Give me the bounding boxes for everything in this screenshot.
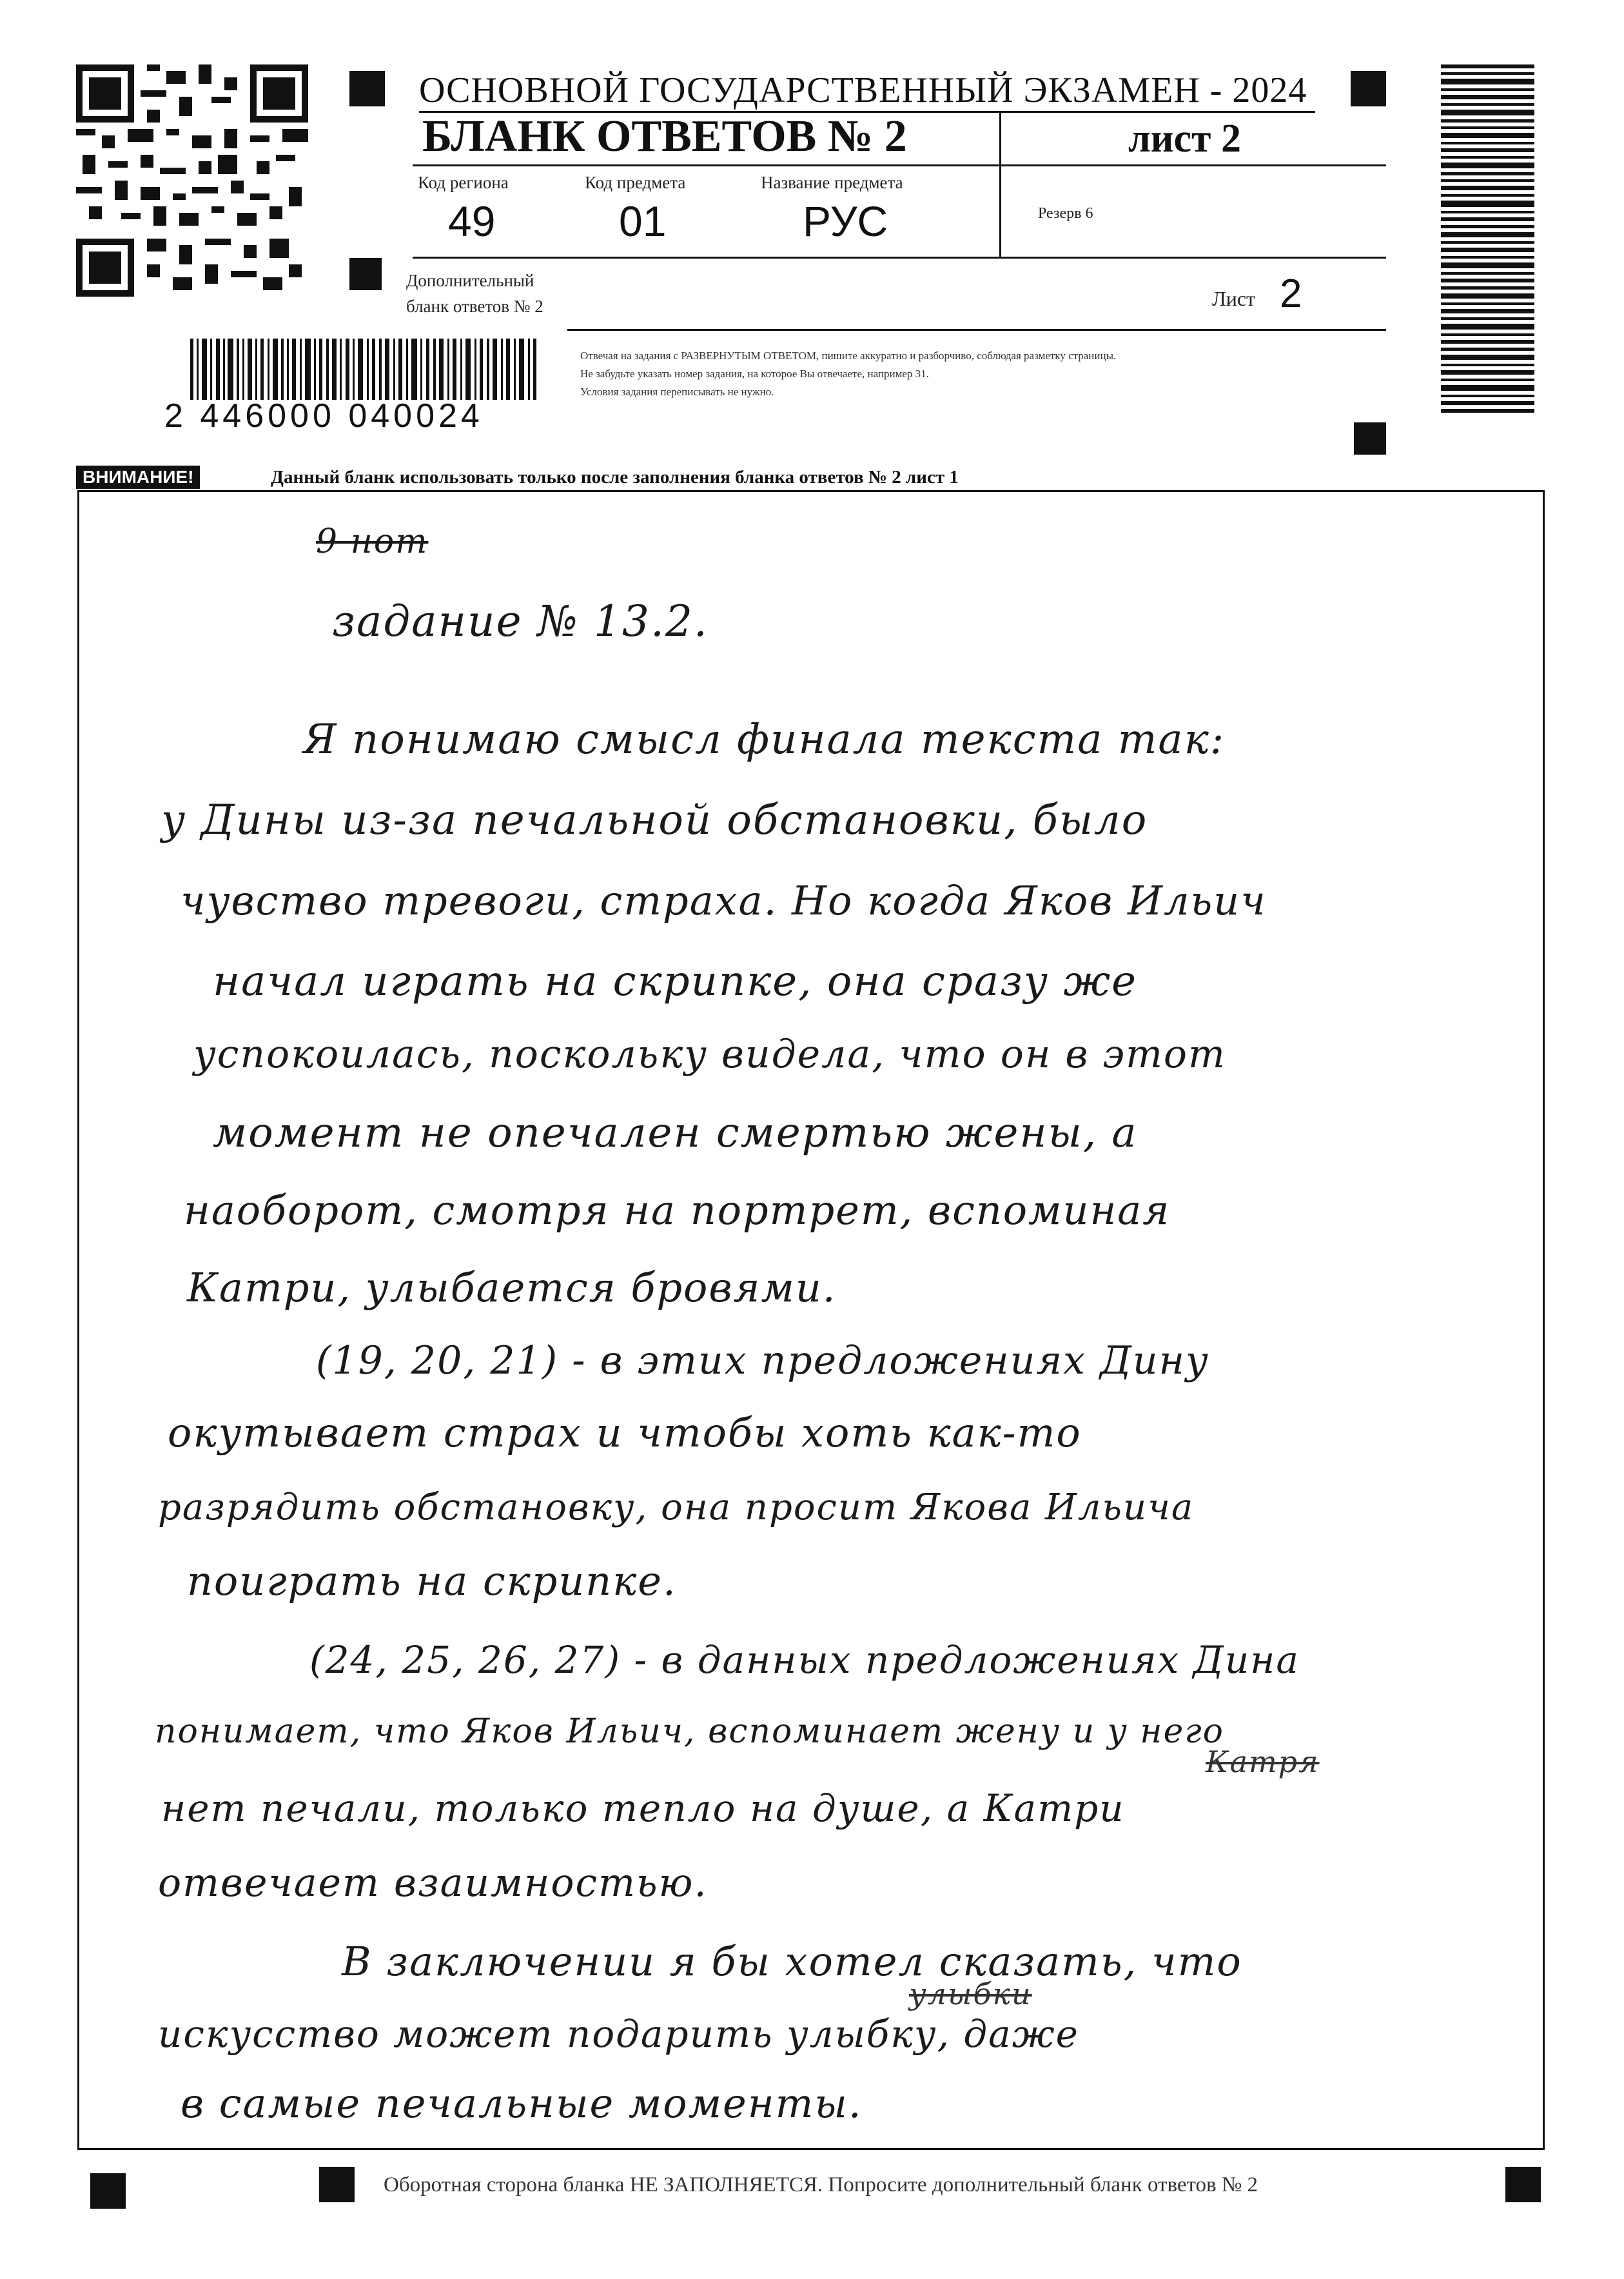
warning-badge: ВНИМАНИЕ! — [76, 466, 200, 489]
header-line — [567, 329, 1386, 331]
extra-forms-label-2: бланк ответов № 2 — [406, 297, 543, 316]
answer-line: В заключении я бы хотел сказать, что — [342, 1938, 1242, 1985]
header-line — [413, 164, 1386, 166]
subject-name: РУС — [803, 197, 888, 245]
answer-line: момент не опечален смертью жены, а — [213, 1109, 1138, 1157]
exam-title: ОСНОВНОЙ ГОСУДАРСТВЕННЫЙ ЭКЗАМЕН - 2024 — [419, 70, 1307, 110]
answer-line: искусство может подарить улыбку, даже — [158, 2012, 1079, 2056]
list-number: 2 — [1280, 271, 1302, 316]
answer-line: поиграть на скрипке. — [187, 1557, 677, 1604]
region-code: 49 — [448, 197, 496, 245]
answer-line: понимает, что Яков Ильич, вспоминает жену и у него — [155, 1712, 1224, 1751]
instruction-line: Отвечая на задания с РАЗВЕРНУТЫМ ОТВЕТОМ, пишите аккуратно и разборчиво, соблюдая разметку страницы. — [580, 350, 1117, 362]
region-code-label: Код региона — [418, 173, 509, 192]
linear-barcode-graphic — [190, 339, 538, 400]
alignment-marker — [1505, 2167, 1541, 2202]
qr-code — [76, 64, 308, 297]
extra-forms-label: Дополнительный — [406, 271, 534, 290]
instructions — [580, 347, 1393, 401]
answer-line: разрядить обстановку, она просит Якова Ильича — [158, 1486, 1195, 1528]
qr-code-graphic — [76, 64, 308, 297]
alignment-marker — [349, 71, 385, 106]
subject-name-label: Название предмета — [761, 173, 903, 192]
instruction-line: Условия задания переписывать не нужно. — [580, 386, 774, 398]
form-title: БЛАНК ОТВЕТОВ № 2 — [422, 112, 907, 161]
answer-line: наоборот, смотря на портрет, вспоминая — [184, 1187, 1171, 1234]
alignment-marker — [1354, 422, 1386, 455]
answer-line: нет печали, только тепло на душе, а Катри — [161, 1786, 1125, 1830]
crossed-out-text: 9 нот — [316, 522, 429, 561]
answer-line: в самые печальные моменты. — [181, 2080, 863, 2127]
warning-text: Данный бланк использовать только после заполнения бланка ответов № 2 лист 1 — [271, 467, 959, 488]
instruction-line: Не забудьте указать номер задания, на которое Вы отвечаете, например 31. — [580, 368, 929, 380]
linear-barcode — [190, 339, 538, 400]
answer-line: Я понимаю смысл финала текста так: — [303, 716, 1226, 764]
alignment-marker — [1351, 71, 1386, 106]
answer-line: окутывает страх и чтобы хоть как-то — [168, 1409, 1082, 1456]
crossed-out-word: Катря — [1206, 1744, 1320, 1779]
subject-code-label: Код предмета — [585, 173, 686, 192]
footer-note: Оборотная сторона бланка НЕ ЗАПОЛНЯЕТСЯ. Попросите дополнительный бланк ответов № 2 — [384, 2173, 1258, 2196]
alignment-marker — [90, 2173, 126, 2209]
answer-line: (24, 25, 26, 27) - в данных предложениях Дина — [309, 1638, 1300, 1682]
vertical-barcode-graphic — [1441, 64, 1534, 413]
vertical-barcode — [1441, 64, 1534, 413]
crossed-out-word: улыбки — [909, 1977, 1032, 2011]
answer-line: (19, 20, 21) - в этих предложениях Дину — [316, 1338, 1209, 1383]
header-line — [413, 257, 1386, 259]
alignment-marker — [349, 258, 382, 290]
answer-line: чувство тревоги, страха. Но когда Яков Ильич — [181, 877, 1267, 924]
answer-line: отвечает взаимностью. — [158, 1860, 708, 1906]
answer-line: у Дины из-за печальной обстановки, было — [161, 796, 1148, 844]
reserve-label: Резерв 6 — [1038, 205, 1093, 222]
answer-line: Катри, улыбается бровями. — [187, 1264, 837, 1311]
alignment-marker — [319, 2167, 355, 2202]
sheet-label: лист 2 — [1128, 117, 1241, 161]
answer-line: успокоилась, поскольку видела, что он в этот — [193, 1032, 1226, 1077]
answer-line: начал играть на скрипке, она сразу же — [213, 958, 1137, 1005]
answer-line: задание № 13.2. — [332, 597, 709, 646]
subject-code: 01 — [619, 197, 667, 245]
list-label: Лист — [1212, 287, 1256, 310]
header-divider — [999, 111, 1001, 258]
barcode-number: 2 446000 040024 — [164, 397, 484, 435]
